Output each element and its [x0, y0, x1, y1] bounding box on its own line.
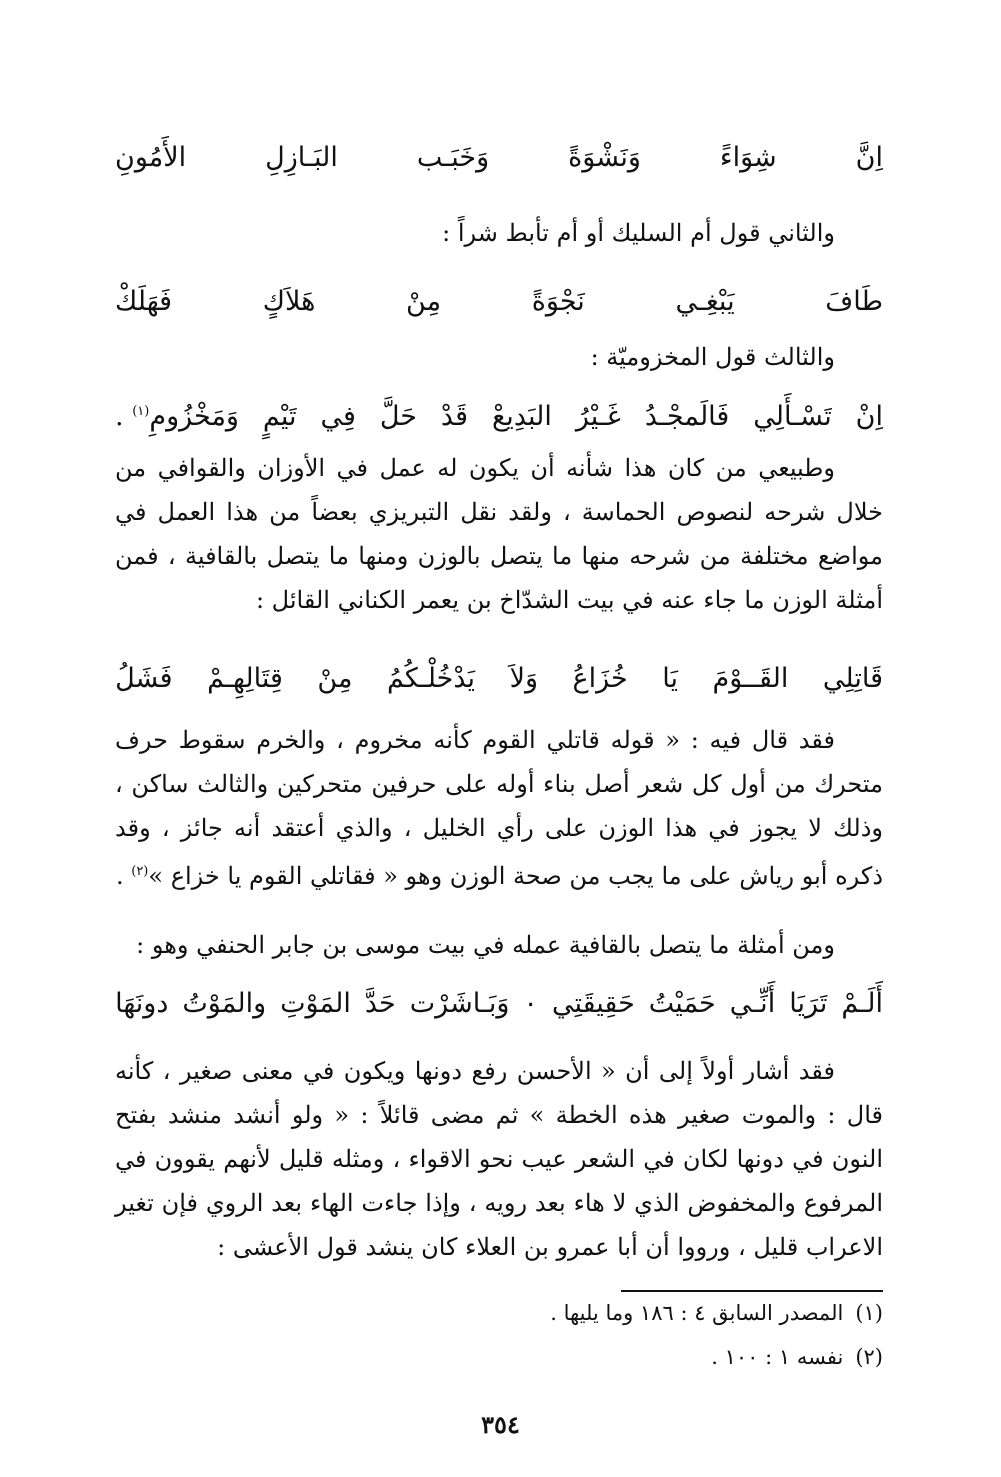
verse-word: شِوَاءً	[719, 142, 777, 173]
verse-word: اِنْ	[855, 401, 883, 432]
verse-word: تَسْـأَلِي	[753, 401, 832, 432]
verse-word: غَـيْرُ	[575, 401, 621, 432]
verse-word: وَمَخْزُومِ$^{(١)}$ .	[115, 401, 239, 432]
verse-5	[115, 984, 883, 1024]
footnote-1-text: المصدر السابق ٤ : ١٨٦ وما يليها .	[550, 1301, 844, 1325]
verse-word: وَخَبَـب	[416, 142, 490, 173]
footnote-2-number: (٢)	[855, 1345, 883, 1369]
verse-word: حَقِيقَتِي	[551, 988, 635, 1019]
paragraph-2	[115, 718, 883, 898]
page-number: ٣٥٤	[481, 1410, 520, 1439]
footnote-ref-1: (١)	[132, 404, 150, 419]
verse-word: مِنْ	[317, 663, 353, 694]
footnote-divider	[621, 1290, 883, 1292]
verse-2	[115, 282, 883, 322]
verse-word: قِتَالِهِـمْ	[207, 663, 283, 694]
verse-word: تَرَيَا	[789, 988, 828, 1019]
intro-3: والثالث قول المخزوميّة :	[590, 343, 835, 371]
verse-1	[115, 138, 883, 178]
verse-word: فَالَمجْـدُ	[644, 401, 730, 432]
verse-word: حَلَّ	[379, 401, 417, 432]
verse-word: تَيْمٍ	[262, 401, 297, 432]
paragraph-2-text: فقد قال فيه : « قوله قاتلي القوم كأنه مخروم ، والخرم سقوط حرف متحرك من أول كل شعر أصل بناء أوله على حرفين متحركين والثالث ساكن ، وذلك لا يجوز في هذا الوزن على رأي الخليل ، والذي أعتقد أنه جائز ، وقد ذكره أبو رياش على ما يجب من صحة الوزن وهو « فقاتلي القوم يا خزاع »	[115, 726, 883, 890]
footnote-1	[115, 1298, 883, 1328]
paragraph-3: فقد أشار أولاً إلى أن « الأحسن رفع دونها ويكون في معنى صغير ، كأنه قال : والموت صغير هذه الخطة » ثم مضى قائلاً : « ولو أنشد منشد بفتح النون في دونها لكان في الشعر عيب نحو الاقواء ، ومثله قليل لأنهم يقوون في المرفوع والمخفوض الذي لا هاء بعد رويه ، وإذا جاءت الهاء بعد الروي فإن تغير الاعراب قليل ، ورووا أن أبا عمرو بن العلاء كان ينشد قول الأعشى :	[115, 1057, 883, 1261]
verse-word: البَـازِلِ	[265, 142, 338, 173]
verse-word: حَمَيْتُ	[648, 988, 716, 1019]
verse-word: وَنَشْوَةً	[568, 142, 641, 173]
verse-word: يَبْغِـي	[675, 286, 735, 317]
verse-word: قَدْ	[440, 401, 468, 432]
footnote-2-text: نفسه ١ : ١٠٠ .	[711, 1345, 844, 1369]
verse-word: اِنَّ	[855, 142, 883, 173]
verse-word: دونَهَا	[115, 988, 169, 1019]
verse-word: حَدَّ	[364, 988, 396, 1019]
verse-word: يَدْخُلْـكُمُ	[386, 663, 476, 694]
verse-word: قَاتِلِي	[822, 663, 883, 694]
verse-word: مِنْ	[406, 286, 442, 317]
verse-word: والمَوْتُ	[182, 988, 267, 1019]
intro-4: ومن أمثلة ما يتصل بالقافية عمله في بيت موسى بن جابر الحنفي وهو :	[136, 931, 835, 959]
verse-word: فَشَلُ	[115, 663, 173, 694]
verse-word: نَجْوَةً	[531, 286, 585, 317]
verse-tail: .	[115, 401, 133, 432]
verse-word: ٠	[523, 988, 538, 1019]
verse-word: أَلَـمْ	[841, 988, 883, 1019]
footnote-ref-2: (٢)	[131, 864, 149, 879]
verse-word: وَبَـاشَرْت	[409, 988, 510, 1019]
verse-3	[115, 392, 883, 437]
verse-word: خُزَاعُ	[572, 663, 628, 694]
footnote-2	[115, 1342, 883, 1372]
verse-word: أَنِّـي	[729, 988, 776, 1019]
paragraph-2-tail: .	[115, 862, 132, 890]
verse-4	[115, 659, 883, 699]
verse-word: هَلاَكٍ	[262, 286, 316, 317]
verse-word: وَلاَ	[509, 663, 539, 694]
verse-word: القَــوْمَ	[712, 663, 789, 694]
verse-word: طَافَ	[825, 286, 883, 317]
verse-word: يَا	[662, 663, 678, 694]
verse-word: فِي	[320, 401, 356, 432]
paragraph-1: وطبيعي من كان هذا شأنه أن يكون له عمل في الأوزان والقوافي من خلال شرحه لنصوص الحماسة ، ولقد نقل التبريزي بعضاً من هذا العمل في مواضع مختلفة من شرحه منها ما يتصل بالوزن ومنها ما يتصل بالقافية ، فمن أمثلة الوزن ما جاء عنه في بيت الشدّاخ بن يعمر الكناني القائل :	[115, 454, 883, 614]
verse-word: فَهَلَكْ	[115, 286, 173, 317]
footnote-1-number: (١)	[855, 1301, 883, 1325]
verse-word: الأَمُونِ	[115, 142, 187, 173]
intro-2: والثاني قول أم السليك أو أم تأبط شراً :	[442, 219, 835, 247]
verse-word: المَوْتِ	[280, 988, 351, 1019]
verse-word: البَدِيعْ	[491, 401, 552, 432]
